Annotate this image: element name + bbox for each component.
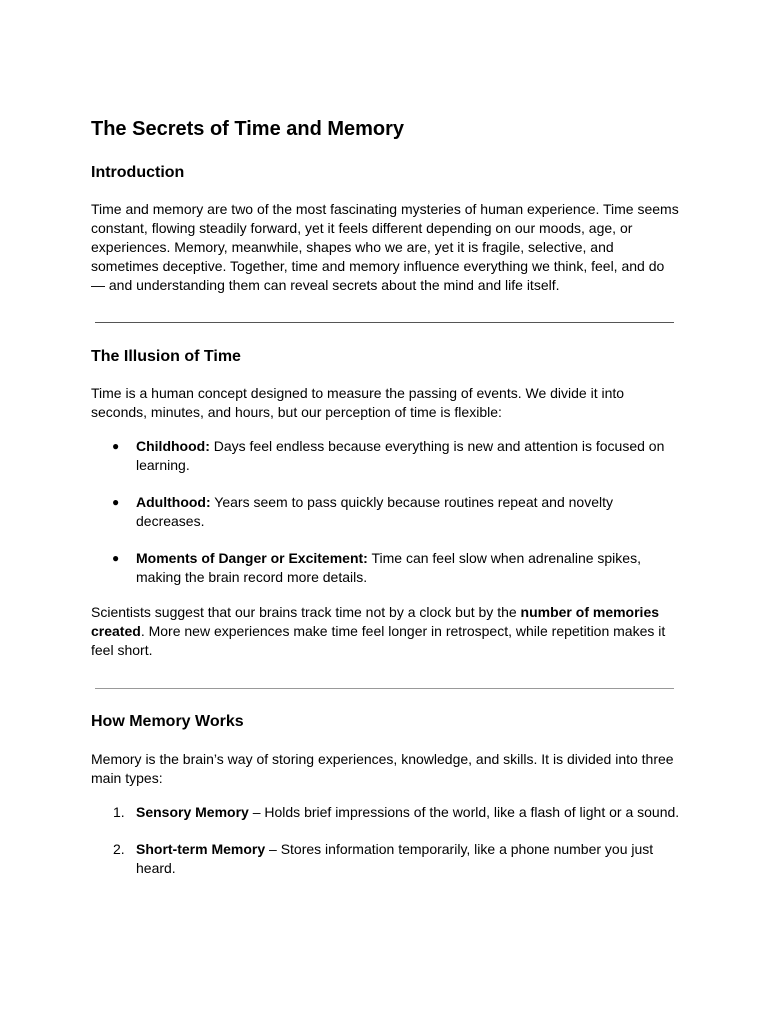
list-item bbox=[91, 549, 681, 587]
list-number: 1. bbox=[113, 804, 125, 820]
conclusion-text-end: . More new experiences make time feel longer in retrospect, while repetition makes it feel short. bbox=[91, 623, 666, 658]
conclusion-bold-text: number of memories created bbox=[91, 604, 660, 639]
bullet-icon: ● bbox=[112, 439, 120, 453]
list-item bbox=[91, 437, 681, 475]
divider-2 bbox=[95, 688, 674, 689]
list-item-text: Time can feel slow when adrenaline spikes, making the brain record more details. bbox=[136, 550, 641, 585]
divider-1 bbox=[95, 322, 674, 323]
bullet-icon: ● bbox=[112, 551, 120, 565]
illusion-paragraph: Time is a human concept designed to measure the passing of events. We divide it into seconds, minutes, and hours, but our perception of time is flexible: bbox=[91, 385, 625, 420]
intro-paragraph: Time and memory are two of the most fascinating mysteries of human experience. Time seems constant, flowing steadily forward, yet it feels different depending on our moods, age, or experiences. Memory, meanwhile, shapes who we are, yet it is fragile, selective, and sometimes deceptive. Together, time and memory influence everything we think, feel, and do — and understanding them can reveal secrets about the mind and life itself. bbox=[91, 201, 679, 293]
list-item-label: Short-term Memory bbox=[136, 841, 266, 857]
conclusion-text-start: Scientists suggest that our brains track time not by a clock but by the bbox=[91, 604, 521, 620]
list-item bbox=[91, 493, 681, 531]
memory-paragraph: Memory is the brain’s way of storing experiences, knowledge, and skills. It is divided into three main types: bbox=[91, 751, 674, 786]
list-item-text: – Holds brief impressions of the world, like a flash of light or a sound. bbox=[248, 804, 680, 820]
list-item-text: Days feel endless because everything is new and attention is focused on learning. bbox=[136, 438, 665, 473]
list-item-label: Sensory Memory bbox=[136, 804, 249, 820]
list-item-label: Moments of Danger or Excitement: bbox=[136, 550, 368, 566]
memory-heading: How Memory Works bbox=[91, 713, 244, 730]
illusion-heading: The Illusion of Time bbox=[91, 348, 241, 365]
bullet-icon: ● bbox=[112, 495, 120, 509]
illusion-conclusion bbox=[91, 603, 681, 660]
list-item-label: Childhood: bbox=[136, 438, 210, 454]
illusion-bullet-list bbox=[91, 437, 681, 605]
list-item bbox=[91, 840, 681, 878]
list-item-text: – Stores information temporarily, like a phone number you just heard. bbox=[136, 841, 654, 876]
page-title: The Secrets of Time and Memory bbox=[91, 118, 405, 140]
memory-numbered-list bbox=[91, 803, 681, 896]
list-number: 2. bbox=[113, 841, 125, 857]
list-item-text: Years seem to pass quickly because routines repeat and novelty decreases. bbox=[136, 494, 613, 529]
list-item bbox=[91, 803, 681, 822]
intro-heading: Introduction bbox=[91, 164, 185, 181]
list-item-label: Adulthood: bbox=[136, 494, 211, 510]
